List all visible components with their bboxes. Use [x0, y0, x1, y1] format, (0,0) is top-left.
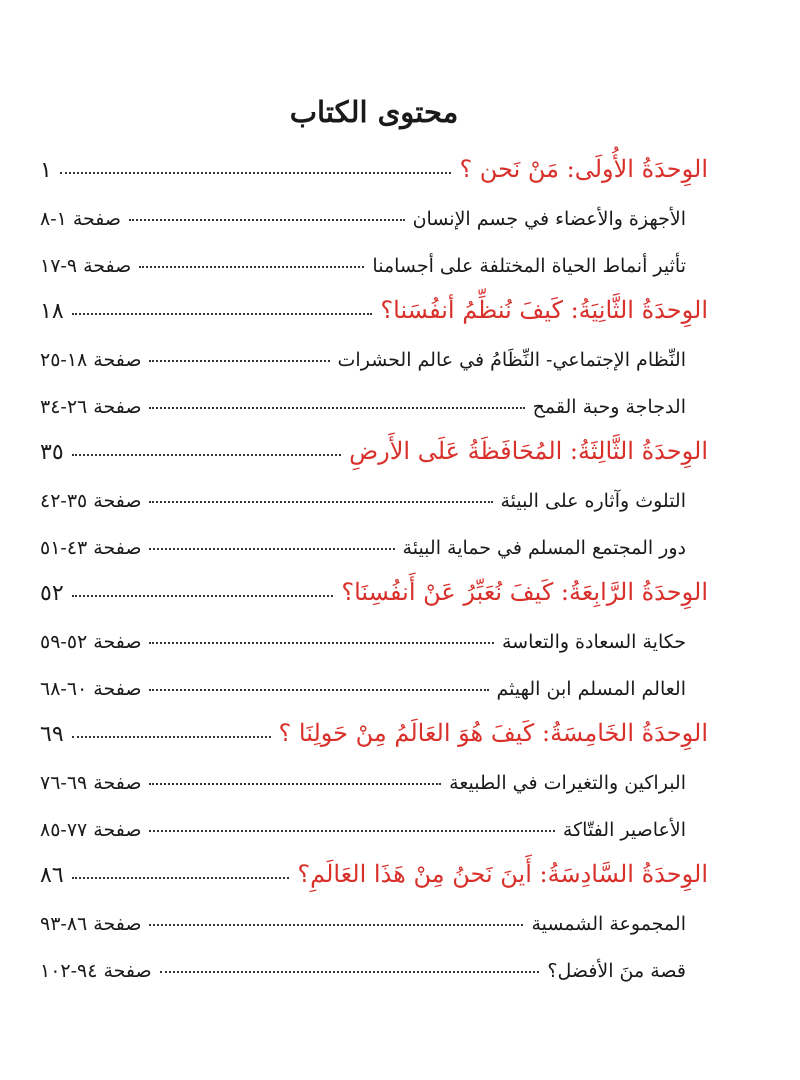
dot-leader [149, 640, 494, 644]
page-word: صفحة [93, 396, 142, 418]
page-reference [40, 960, 152, 982]
dot-leader [129, 217, 405, 221]
page-number: ١٨-٢٥ [40, 349, 88, 371]
lesson-entry [40, 465, 708, 512]
unit-title: الوِحدَةُ الأُولَى: مَنْ نَحن ؟ [459, 155, 708, 183]
dot-leader [149, 358, 329, 362]
lesson-title: الأجهزة والأعضاء في جسم الإنسان [412, 208, 686, 230]
page-reference [40, 440, 64, 465]
page-word: صفحة [83, 255, 132, 277]
dot-leader [149, 828, 554, 832]
page-number: ٦٠-٦٨ [40, 678, 88, 700]
page-number: ٣٥-٤٢ [40, 490, 88, 512]
dot-leader [160, 969, 540, 973]
page-number: ٦٩ [40, 722, 64, 747]
page-reference [40, 678, 141, 700]
page-word: صفحة [93, 537, 142, 559]
lesson-entry [40, 747, 708, 794]
page-word: صفحة [93, 678, 142, 700]
lesson-entry [40, 324, 708, 371]
lesson-entry [40, 230, 708, 277]
page-word: صفحة [72, 208, 122, 230]
page-reference [40, 255, 131, 277]
unit-heading-entry [40, 841, 708, 888]
page-word: صفحة [93, 772, 142, 794]
page-reference [40, 631, 141, 653]
page-reference [40, 819, 141, 841]
page-number: ٢٦-٣٤ [40, 396, 88, 418]
lesson-title: العالم المسلم ابن الهيثم [496, 678, 686, 700]
page-reference [40, 863, 64, 888]
unit-title: الوِحدَةُ الخَامِسَةُ: كَيفَ هُوَ العَالَمُ مِنْ حَولِنَا ؟ [278, 719, 708, 747]
lesson-entry [40, 183, 708, 230]
page-number: ٥٢ [40, 581, 64, 606]
dot-leader [72, 875, 290, 879]
page-reference [40, 722, 64, 747]
dot-leader [139, 264, 364, 268]
lesson-entry [40, 653, 708, 700]
page-reference [40, 349, 141, 371]
page-reference [40, 772, 141, 794]
dot-leader [149, 499, 492, 503]
page-number: ٣٥ [40, 440, 64, 465]
dot-leader [149, 781, 441, 785]
lesson-title: النِّظام الإجتماعي- النِّظَامُ في عالم الحشرات [337, 349, 686, 371]
page-reference [40, 396, 141, 418]
lesson-title: دور المجتمع المسلم في حماية البيئة [402, 537, 686, 559]
lesson-entry [40, 794, 708, 841]
page-word: صفحة [93, 490, 142, 512]
lesson-entry [40, 935, 708, 982]
page-word: صفحة [93, 913, 142, 935]
page-number: ٤٣-٥١ [40, 537, 88, 559]
page-number: ٥٢-٥٩ [40, 631, 88, 653]
lesson-entry [40, 888, 708, 935]
page-reference [40, 913, 141, 935]
unit-heading-entry [40, 277, 708, 324]
dot-leader [60, 170, 452, 174]
lesson-title: البراكين والتغيرات في الطبيعة [449, 772, 686, 794]
page-reference [40, 299, 64, 324]
page-reference [40, 158, 52, 183]
page-reference [40, 537, 141, 559]
page-number: ١٨ [40, 299, 64, 324]
lesson-title: الأعاصير الفتّاكة [562, 819, 686, 841]
page-number: ١ [40, 158, 52, 183]
lesson-title: الدجاجة وحبة القمح [532, 396, 686, 418]
page-number: ١-٨ [40, 208, 67, 230]
unit-title: الوِحدَةُ الرَّابِعَةُ: كَيفَ نُعَبِّرُ عَنْ أَنفُسِنَا؟ [341, 578, 708, 606]
page-word: صفحة [93, 819, 142, 841]
page-word: صفحة [103, 960, 152, 982]
lesson-title: التلوث وآثاره على البيئة [500, 490, 686, 512]
dot-leader [72, 452, 341, 456]
unit-heading-entry [40, 136, 708, 183]
page-word: صفحة [93, 631, 142, 653]
dot-leader [149, 922, 523, 926]
dot-leader [72, 593, 334, 597]
lesson-entry [40, 512, 708, 559]
page-reference [40, 490, 141, 512]
page-number: ٧٧-٨٥ [40, 819, 88, 841]
dot-leader [149, 687, 488, 691]
page-word: صفحة [93, 349, 142, 371]
unit-heading-entry [40, 559, 708, 606]
unit-heading-entry [40, 418, 708, 465]
lesson-title: تأثير أنماط الحياة المختلفة على أجسامنا [372, 255, 686, 277]
unit-title: الوِحدَةُ السَّادِسَةُ: أَينَ نَحنُ مِنْ هَذَا العَالَمِ؟ [297, 860, 708, 888]
page-number: ٩-١٧ [40, 255, 78, 277]
lesson-title: قصة منَ الأفضل؟ [547, 960, 686, 982]
dot-leader [72, 311, 373, 315]
table-of-contents [40, 136, 708, 982]
unit-heading-entry [40, 700, 708, 747]
page-title: محتوى الكتاب [289, 95, 459, 129]
dot-leader [149, 546, 394, 550]
page-reference [40, 208, 121, 230]
page-number: ٨٦ [40, 863, 64, 888]
dot-leader [149, 405, 524, 409]
page-number: ٨٦-٩٣ [40, 913, 88, 935]
unit-title: الوِحدَةُ الثَّالِثَةُ: المُحَافَظَةُ عَلَى الأَرضِ [349, 437, 708, 465]
lesson-title: حكاية السعادة والتعاسة [501, 631, 686, 653]
lesson-title: المجموعة الشمسية [531, 913, 686, 935]
lesson-entry [40, 371, 708, 418]
page-number: ٩٤-١٠٢ [40, 960, 98, 982]
dot-leader [72, 734, 271, 738]
lesson-entry [40, 606, 708, 653]
page-number: ٦٩-٧٦ [40, 772, 88, 794]
unit-title: الوِحدَةُ الثَّانِيَةُ: كَيفَ نُنظِّمُ أنفُسَنا؟ [380, 296, 708, 324]
page-reference [40, 581, 64, 606]
